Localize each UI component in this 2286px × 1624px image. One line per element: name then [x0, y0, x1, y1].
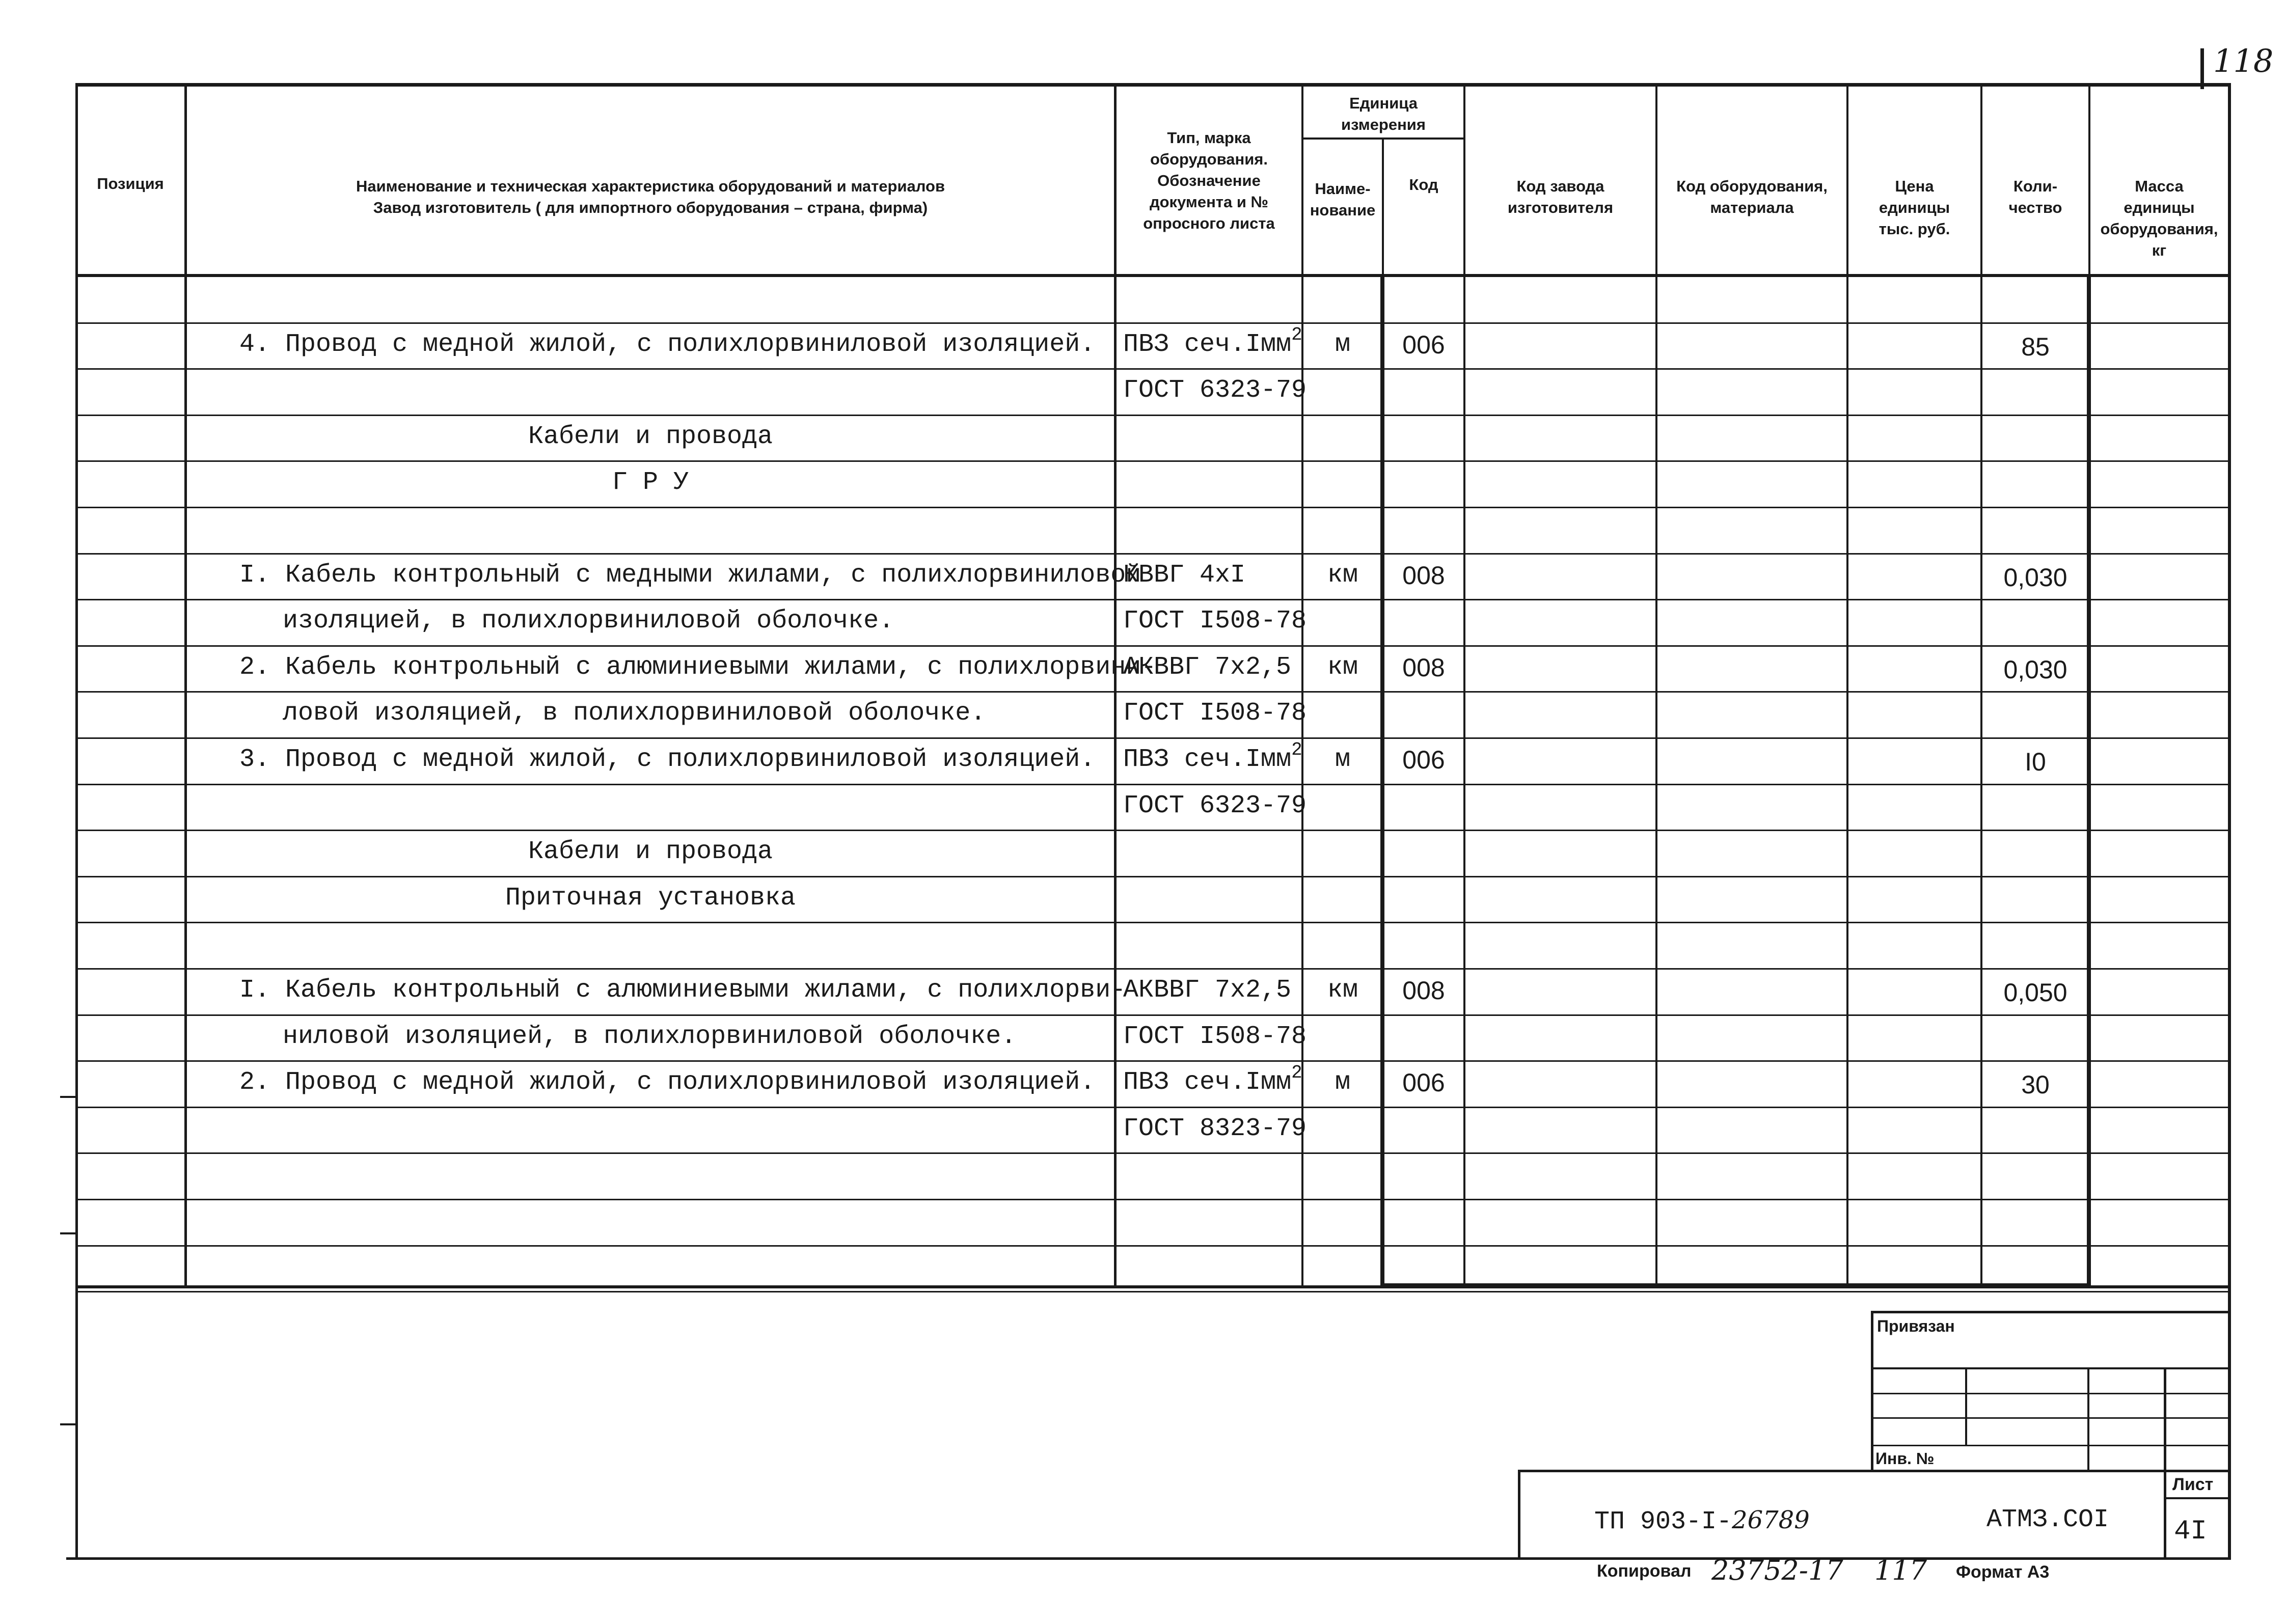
sheet-number: 4I [2174, 1516, 2207, 1547]
row-type-superscript: 2 [1291, 739, 1302, 761]
sheet-label: Лист [2172, 1475, 2214, 1494]
row-unit: м [1335, 1068, 1350, 1097]
row-type-text: АКВВГ 7х2,5 [1123, 976, 1292, 1005]
margin-tick [60, 1232, 77, 1234]
row-divider [75, 784, 2231, 785]
row-name: ловой изоляцией, в полихлорвиниловой оболочке. [283, 699, 986, 728]
row-name: 2. Провод с медной жилой, с полихлорвиниловой изоляцией. [239, 1068, 1096, 1097]
bold-block-bottom [1380, 1283, 2091, 1287]
row-divider [75, 1245, 2231, 1247]
row-unit: км [1327, 561, 1358, 590]
row-type [1123, 1114, 1307, 1144]
document-suffix: АТМЗ.СОI [1986, 1505, 2109, 1534]
row-unit: м [1335, 745, 1350, 774]
row-code: 006 [1402, 1068, 1445, 1097]
row-divider [75, 1199, 2231, 1200]
row-qty: 0,030 [2003, 563, 2067, 592]
row-divider [75, 691, 2231, 693]
row-divider [75, 1152, 2231, 1154]
row-qty: 30 [2021, 1070, 2050, 1099]
row-type [1123, 739, 1302, 775]
row-name: I. Кабель контрольный с алюминиевыми жилами, с полихлорви- [239, 976, 1126, 1005]
row-type [1123, 975, 1291, 1006]
row-qty: 0,030 [2003, 655, 2067, 684]
header-maker-code: Код завода изготовителя [1507, 177, 1614, 216]
row-divider [75, 737, 2231, 739]
row-type-text: ПВЗ сеч.Iмм [1123, 1068, 1292, 1097]
row-divider [75, 645, 2231, 647]
header-qty: Коли- чество [2008, 177, 2062, 216]
row-name: Кабели и провода [528, 422, 773, 451]
margin-tick [60, 1096, 77, 1098]
row-type-superscript: 2 [1291, 1062, 1302, 1084]
copied-label: Копировал [1597, 1561, 1692, 1581]
row-divider [75, 1060, 2231, 1062]
row-type [1123, 324, 1302, 360]
header-name [187, 176, 1114, 218]
header-unit-code: Код [1409, 176, 1438, 194]
copied-number-2: 117 [1874, 1554, 1927, 1586]
header-mass: Масса единицы оборудования, кг [2100, 177, 2218, 259]
row-unit: м [1335, 330, 1350, 359]
row-divider [75, 368, 2231, 370]
row-type-text: ГОСТ 8323-79 [1123, 1114, 1307, 1143]
row-name: изоляцией, в полихлорвиниловой оболочке. [283, 607, 894, 636]
row-name: 4. Провод с медной жилой, с полихлорвиниловой изоляцией. [239, 330, 1096, 359]
row-name: I. Кабель контрольный с медными жилами, с полихлорвиниловой [239, 561, 1141, 590]
row-name: Приточная установка [505, 884, 796, 913]
row-divider [75, 922, 2231, 923]
row-type [1123, 606, 1307, 637]
row-divider [75, 876, 2231, 877]
row-code: 006 [1402, 746, 1445, 774]
row-code: 008 [1402, 561, 1445, 590]
row-type-superscript: 2 [1291, 324, 1302, 346]
row-divider [75, 1014, 2231, 1016]
row-name: Г Р У [612, 468, 689, 497]
header-bottom-border [75, 274, 2231, 277]
row-type-text: ГОСТ 6323-79 [1123, 376, 1307, 405]
row-divider [75, 1291, 2231, 1292]
row-divider [75, 415, 2231, 416]
header-unit-name: Наиме- нование [1310, 180, 1376, 219]
row-type-text: КВВГ 4хI [1123, 561, 1246, 590]
row-unit: км [1327, 976, 1358, 1005]
row-name: 2. Кабель контрольный с алюминиевыми жилами, с полихлорвини- [239, 653, 1157, 682]
row-qty: 0,050 [2003, 978, 2067, 1007]
header-name-text: Наименование и техническая характеристика оборудований и материалов Завод изготовитель ( для импортного оборудования – страна, фирма) [356, 177, 945, 216]
row-name: 3. Провод с медной жилой, с полихлорвиниловой изоляцией. [239, 745, 1096, 774]
document-code-print: ТП 903-I- [1594, 1507, 1732, 1536]
row-type-text: АКВВГ 7х2,5 [1123, 653, 1292, 682]
row-type-text: ГОСТ I508-78 [1123, 1022, 1307, 1051]
bold-block-right [2087, 274, 2091, 1287]
header-type: Тип, марка оборудования. Обозначение документа и № опросного листа [1143, 129, 1275, 232]
row-type [1123, 698, 1307, 729]
row-code: 008 [1402, 653, 1445, 682]
row-type [1123, 560, 1245, 591]
binding-label: Привязан [1877, 1317, 1955, 1335]
row-divider [75, 968, 2231, 970]
row-type-text: ГОСТ I508-78 [1123, 699, 1307, 728]
format-label: Формат А3 [1956, 1562, 2050, 1582]
document-code [1594, 1505, 1810, 1537]
row-type-text: ПВЗ сеч.Iмм [1123, 330, 1292, 359]
row-unit: км [1327, 653, 1358, 682]
row-type [1123, 1062, 1302, 1098]
header-position: Позиция [97, 175, 164, 192]
frame-left-border [75, 83, 78, 1560]
unit-group-separator [1301, 137, 1465, 140]
row-type-text: ГОСТ I508-78 [1123, 607, 1307, 636]
row-divider [75, 599, 2231, 600]
header-unit-group: Единица измерения [1341, 94, 1426, 133]
row-divider [75, 1107, 2231, 1108]
row-divider [75, 553, 2231, 555]
copied-number: 23752-17 [1711, 1554, 1843, 1586]
page-number: 118 [2213, 42, 2274, 79]
header-price: Цена единицы тыс. руб. [1879, 177, 1950, 238]
row-type [1123, 1022, 1307, 1052]
header-equip-code: Код оборудования, материала [1676, 177, 1828, 216]
row-type-text: ПВЗ сеч.Iмм [1123, 745, 1292, 774]
row-divider [75, 322, 2231, 324]
document-code-handwritten: 26789 [1732, 1506, 1810, 1534]
bold-block-left [1380, 274, 1384, 1287]
row-divider [75, 460, 2231, 462]
row-qty: I0 [2025, 748, 2046, 776]
row-name: Кабели и провода [528, 837, 773, 866]
frame-right-border [2228, 83, 2231, 1560]
inventory-label: Инв. № [1875, 1449, 1935, 1468]
row-qty: 85 [2021, 333, 2050, 361]
table-top-border [75, 83, 2231, 87]
row-code: 008 [1402, 976, 1445, 1005]
row-type-text: ГОСТ 6323-79 [1123, 791, 1307, 820]
row-code: 006 [1402, 331, 1445, 359]
margin-tick [60, 1423, 77, 1425]
row-divider [75, 507, 2231, 508]
row-divider [75, 830, 2231, 831]
row-type [1123, 652, 1291, 683]
row-type [1123, 791, 1307, 821]
row-name: ниловой изоляцией, в полихлорвиниловой оболочке. [283, 1022, 1017, 1051]
row-type [1123, 375, 1307, 406]
